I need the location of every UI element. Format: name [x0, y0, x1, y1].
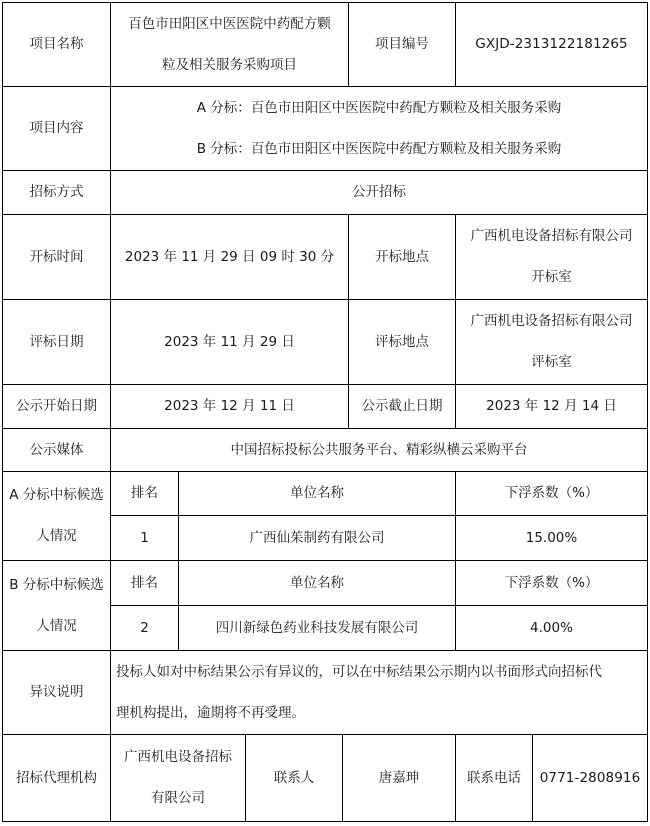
lot-a-header-company — [178, 471, 456, 516]
lot-a-rank-value: 1 — [140, 529, 149, 546]
contact-phone-label-text: 联系电话 — [467, 769, 521, 786]
publicity-end-value — [455, 384, 648, 429]
bid-opening-time-value — [110, 214, 349, 300]
bid-opening-place-label — [348, 214, 456, 300]
lot-a-header-rank — [110, 471, 179, 516]
bid-opening-place-line1: 广西机电设备招标有限公司 — [470, 228, 633, 244]
publicity-start-value-text: 2023 年 12 月 11 日 — [164, 398, 295, 414]
bidding-method-value — [110, 170, 648, 215]
project-name-value — [110, 2, 349, 87]
lot-b-rank-value: 2 — [140, 619, 149, 636]
contact-phone-label — [455, 734, 533, 822]
lot-b-candidate-discount — [455, 605, 648, 651]
evaluation-date-value-text: 2023 年 11 月 29 日 — [164, 333, 295, 350]
lot-a-label-line2: 人情况 — [36, 528, 77, 544]
project-content-lot-b: B 分标：百色市田阳区中医医院中药配方颗粒及相关服务采购 — [196, 140, 562, 157]
agency-name-line2: 有限公司 — [151, 790, 205, 806]
contact-phone-value — [532, 734, 648, 822]
lot-b-label-line1: B 分标中标候选 — [9, 576, 104, 593]
lot-a-candidate-rank — [110, 515, 179, 561]
bid-opening-place-line2: 开标室 — [531, 269, 572, 285]
lot-a-header-discount-text: 下浮系数（%） — [504, 485, 599, 501]
lot-b-header-rank-text: 排名 — [131, 574, 158, 591]
lot-b-header-company-text: 单位名称 — [290, 574, 344, 591]
agency-label — [2, 734, 111, 822]
lot-b-label-line2: 人情况 — [36, 617, 77, 634]
publicity-start-label — [2, 384, 111, 429]
lot-b-header-rank — [110, 560, 179, 606]
lot-a-candidate-company — [178, 515, 456, 561]
evaluation-place-line2: 评标室 — [531, 354, 572, 370]
agency-label-text: 招标代理机构 — [16, 769, 97, 786]
evaluation-date-value — [110, 299, 349, 385]
objection-text — [110, 650, 648, 735]
contact-person-value-text: 唐嘉珅 — [378, 769, 420, 786]
evaluation-place-label — [348, 299, 456, 385]
bid-opening-time-label — [2, 214, 111, 300]
project-content-label-text: 项目内容 — [29, 120, 84, 136]
lot-b-company-value: 四川新绿色药业科技发展有限公司 — [215, 619, 419, 636]
project-name-line2: 粒及相关服务采购项目 — [162, 56, 297, 73]
publicity-media-value — [110, 428, 648, 472]
evaluation-place-label-text: 评标地点 — [375, 333, 429, 350]
lot-b-candidate-rank — [110, 605, 179, 651]
lot-a-candidates-label — [2, 471, 111, 561]
project-content-lot-a: A 分标：百色市田阳区中医医院中药配方颗粒及相关服务采购 — [196, 99, 562, 116]
lot-b-header-discount — [455, 560, 648, 606]
bid-opening-time-label-text: 开标时间 — [29, 248, 84, 265]
publicity-end-label-text: 公示截止日期 — [361, 398, 443, 414]
objection-line1: 投标人如对中标结果公示有异议的，可以在中标结果公示期内以书面形式向招标代 — [116, 663, 602, 680]
objection-label-text: 异议说明 — [29, 684, 84, 700]
lot-b-candidates-label — [2, 560, 111, 651]
lot-a-candidate-discount — [455, 515, 648, 561]
lot-b-header-company — [178, 560, 456, 606]
evaluation-date-label — [2, 299, 111, 385]
publicity-media-value-text: 中国招标投标公共服务平台、精彩纵横云采购平台 — [230, 441, 528, 458]
lot-a-discount-value: 15.00% — [525, 529, 578, 546]
lot-a-label-line1: A 分标中标候选 — [9, 487, 104, 503]
lot-a-header-rank-text: 排名 — [131, 485, 158, 501]
publicity-start-value — [110, 384, 349, 429]
agency-name-line1: 广西机电设备招标 — [124, 749, 232, 765]
lot-b-header-discount-text: 下浮系数（%） — [504, 574, 599, 591]
evaluation-place-value — [455, 299, 648, 385]
contact-person-value — [342, 734, 456, 822]
lot-a-header-discount — [455, 471, 648, 516]
objection-line2: 理机构提出，逾期将不再受理。 — [116, 704, 305, 721]
contact-person-label — [245, 734, 343, 822]
project-code-value — [455, 2, 648, 87]
bid-opening-place-value — [455, 214, 648, 300]
project-name-line1: 百色市田阳区中医医院中药配方颗 — [128, 15, 331, 32]
evaluation-place-line1: 广西机电设备招标有限公司 — [470, 313, 633, 329]
bid-result-table — [2, 2, 648, 822]
publicity-start-label-text: 公示开始日期 — [16, 398, 97, 414]
lot-b-discount-value: 4.00% — [530, 619, 573, 636]
bid-opening-time-value-text: 2023 年 11 月 29 日 09 时 30 分 — [124, 248, 335, 265]
lot-b-candidate-company — [178, 605, 456, 651]
lot-a-company-value: 广西仙茱制药有限公司 — [249, 529, 385, 546]
agency-name — [110, 734, 246, 822]
project-code-label-text: 项目编号 — [375, 36, 429, 52]
project-content-value — [110, 86, 648, 171]
bidding-method-label-text: 招标方式 — [29, 184, 84, 200]
contact-phone-value-text: 0771-2808916 — [539, 769, 641, 786]
evaluation-date-label-text: 评标日期 — [29, 333, 84, 350]
publicity-media-label-text: 公示媒体 — [29, 441, 84, 458]
publicity-end-label — [348, 384, 456, 429]
project-content-label — [2, 86, 111, 171]
project-name-label-text: 项目名称 — [29, 36, 84, 52]
contact-person-label-text: 联系人 — [273, 769, 315, 786]
publicity-media-label — [2, 428, 111, 472]
lot-a-header-company-text: 单位名称 — [290, 485, 344, 501]
publicity-end-value-text: 2023 年 12 月 14 日 — [486, 398, 617, 414]
bid-opening-place-label-text: 开标地点 — [375, 248, 429, 265]
bidding-method-label — [2, 170, 111, 215]
bidding-method-value-text: 公开招标 — [352, 184, 406, 200]
objection-label — [2, 650, 111, 735]
project-code-value-text: GXJD-2313122181265 — [475, 36, 628, 52]
project-name-label — [2, 2, 111, 87]
project-code-label — [348, 2, 456, 87]
